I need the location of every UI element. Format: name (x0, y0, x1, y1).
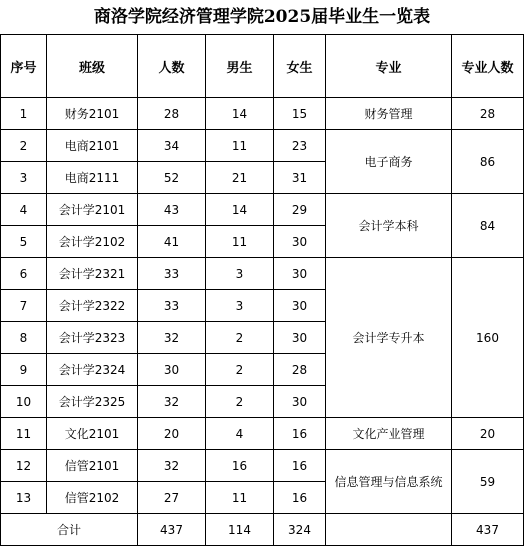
cell-count: 28 (138, 98, 206, 130)
cell-class: 会计学2323 (47, 322, 138, 354)
cell-female: 30 (274, 226, 326, 258)
cell-class: 会计学2101 (47, 194, 138, 226)
cell-count: 41 (138, 226, 206, 258)
cell-female: 28 (274, 354, 326, 386)
cell-class: 会计学2324 (47, 354, 138, 386)
cell-class: 会计学2102 (47, 226, 138, 258)
cell-index: 7 (1, 290, 47, 322)
cell-count: 30 (138, 354, 206, 386)
cell-major-count: 28 (452, 98, 524, 130)
total-count: 437 (138, 514, 206, 546)
cell-female: 16 (274, 418, 326, 450)
cell-count: 34 (138, 130, 206, 162)
total-label: 合计 (1, 514, 138, 546)
total-major (326, 514, 452, 546)
cell-count: 52 (138, 162, 206, 194)
cell-major-count: 86 (452, 130, 524, 194)
cell-count: 43 (138, 194, 206, 226)
cell-count: 33 (138, 290, 206, 322)
cell-count: 20 (138, 418, 206, 450)
header-male: 男生 (206, 35, 274, 98)
cell-female: 29 (274, 194, 326, 226)
cell-class: 文化2101 (47, 418, 138, 450)
cell-male: 11 (206, 226, 274, 258)
cell-female: 15 (274, 98, 326, 130)
table-row (1, 98, 524, 130)
cell-index: 5 (1, 226, 47, 258)
table-row (1, 450, 524, 482)
table-title: 商洛学院经济管理学院2025届毕业生一览表 (93, 7, 431, 27)
cell-class: 信管2101 (47, 450, 138, 482)
total-row (1, 514, 524, 546)
total-major-count: 437 (452, 514, 524, 546)
cell-female: 30 (274, 258, 326, 290)
header-major: 专业 (326, 35, 452, 98)
cell-male: 16 (206, 450, 274, 482)
cell-count: 32 (138, 386, 206, 418)
graduates-table (0, 34, 524, 546)
cell-index: 13 (1, 482, 47, 514)
cell-female: 31 (274, 162, 326, 194)
cell-female: 30 (274, 290, 326, 322)
cell-class: 信管2102 (47, 482, 138, 514)
cell-index: 6 (1, 258, 47, 290)
cell-male: 11 (206, 482, 274, 514)
cell-major: 文化产业管理 (326, 418, 452, 450)
cell-male: 2 (206, 354, 274, 386)
cell-index: 1 (1, 98, 47, 130)
cell-major: 财务管理 (326, 98, 452, 130)
table-row (1, 258, 524, 290)
cell-index: 9 (1, 354, 47, 386)
header-female: 女生 (274, 35, 326, 98)
cell-female: 16 (274, 450, 326, 482)
cell-major: 会计学专升本 (326, 258, 452, 418)
header-index: 序号 (1, 35, 47, 98)
cell-female: 23 (274, 130, 326, 162)
cell-index: 3 (1, 162, 47, 194)
total-female: 324 (274, 514, 326, 546)
cell-class: 会计学2322 (47, 290, 138, 322)
table-row (1, 194, 524, 226)
cell-male: 3 (206, 258, 274, 290)
cell-female: 16 (274, 482, 326, 514)
cell-index: 10 (1, 386, 47, 418)
table-row (1, 130, 524, 162)
cell-female: 30 (274, 386, 326, 418)
cell-major: 电子商务 (326, 130, 452, 194)
header-count: 人数 (138, 35, 206, 98)
cell-male: 14 (206, 194, 274, 226)
cell-index: 8 (1, 322, 47, 354)
cell-count: 27 (138, 482, 206, 514)
cell-major-count: 160 (452, 258, 524, 418)
cell-index: 2 (1, 130, 47, 162)
cell-class: 财务2101 (47, 98, 138, 130)
cell-count: 32 (138, 450, 206, 482)
cell-major-count: 59 (452, 450, 524, 514)
cell-major: 信息管理与信息系统 (326, 450, 452, 514)
cell-index: 12 (1, 450, 47, 482)
cell-male: 2 (206, 322, 274, 354)
cell-male: 11 (206, 130, 274, 162)
cell-male: 3 (206, 290, 274, 322)
table-row (1, 418, 524, 450)
cell-index: 4 (1, 194, 47, 226)
header-class: 班级 (47, 35, 138, 98)
cell-class: 电商2111 (47, 162, 138, 194)
cell-male: 14 (206, 98, 274, 130)
header-major-count: 专业人数 (452, 35, 524, 98)
cell-major-count: 84 (452, 194, 524, 258)
cell-count: 32 (138, 322, 206, 354)
cell-index: 11 (1, 418, 47, 450)
cell-female: 30 (274, 322, 326, 354)
cell-class: 电商2101 (47, 130, 138, 162)
header-row (1, 35, 524, 98)
cell-major-count: 20 (452, 418, 524, 450)
cell-count: 33 (138, 258, 206, 290)
total-male: 114 (206, 514, 274, 546)
cell-male: 2 (206, 386, 274, 418)
cell-male: 4 (206, 418, 274, 450)
cell-class: 会计学2321 (47, 258, 138, 290)
cell-class: 会计学2325 (47, 386, 138, 418)
cell-major: 会计学本科 (326, 194, 452, 258)
cell-male: 21 (206, 162, 274, 194)
